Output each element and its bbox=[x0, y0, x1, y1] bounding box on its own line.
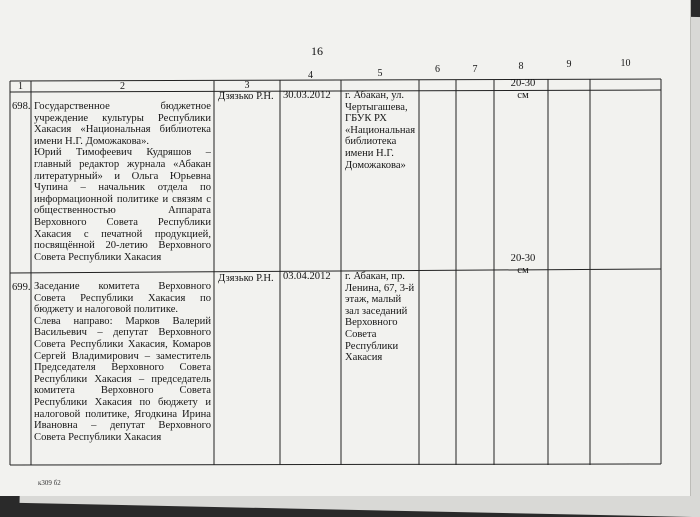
photo-place: г. Абакан, пр. Ленина, 67, 3-й этаж, малый зал заседаний Верховного Совета Республики Хакасия bbox=[345, 271, 415, 364]
description-paragraph: Слева направо: Марков Валерий Васильевич – депутат Верховного Совета Республики Хакасия, Комаров Сергей Владимирович – заместитель Председателя Верховного Совета Республики Хакасия – председатель комитета Верховного Совета Республики Хакасия по бюджету и налоговой политике, Ягодкина Ирина Ивановна – депутат Верховного Совета Республики Хакасия bbox=[34, 315, 211, 443]
column-header: 2 bbox=[120, 82, 125, 92]
photo-description bbox=[34, 101, 211, 273]
row-number: 699. bbox=[12, 282, 31, 293]
column-header: 5 bbox=[377, 69, 383, 79]
row-number: 698. bbox=[12, 101, 31, 112]
photo-date: 30.03.2012 bbox=[283, 90, 331, 101]
description-paragraph: Юрий Тимофеевич Кудряшов – главный редактор журнала «Абакан литературный» и Ольга Юрьевна Чупина – начальник отдела по информационной политике и связям с общественностью Аппарата Верховного Совета Республики Хакасия с печатной продукцией, посвящённой 20-летию Верховного Совета Республики Хакасия bbox=[34, 147, 211, 263]
description-paragraph: Государственное бюджетное учреждение культуры Республики Хакасия «Национальная библиотека имени Н.Г. Доможакова». bbox=[34, 101, 211, 147]
column-header: 3 bbox=[244, 81, 250, 91]
size-value: 20-30 см bbox=[510, 253, 536, 276]
column-header: 1 bbox=[18, 82, 23, 92]
photo-place: г. Абакан, ул. Чертыгашева, ГБУК РХ «Национальная библиотека имени Н.Г. Доможакова» bbox=[345, 90, 416, 171]
column-header: 7 bbox=[472, 65, 478, 75]
column-header: 10 bbox=[620, 59, 631, 69]
column-header: 9 bbox=[566, 60, 572, 70]
photo-description bbox=[34, 281, 211, 465]
size-value: 20-30 см bbox=[510, 78, 536, 101]
column-header: 8 bbox=[518, 62, 524, 72]
photo-author: Дзязько Р.Н. bbox=[218, 273, 274, 284]
photo-date: 03.04.2012 bbox=[283, 271, 331, 282]
column-header: 6 bbox=[435, 65, 440, 75]
column-header: 4 bbox=[308, 71, 313, 81]
page-number: 16 bbox=[311, 44, 323, 58]
footer-code: к309 б2 bbox=[38, 479, 61, 487]
photo-author: Дзязько Р.Н. bbox=[218, 91, 274, 102]
description-paragraph: Заседание комитета Верховного Совета Республики Хакасия по бюджету и налоговой политике. bbox=[34, 281, 211, 316]
